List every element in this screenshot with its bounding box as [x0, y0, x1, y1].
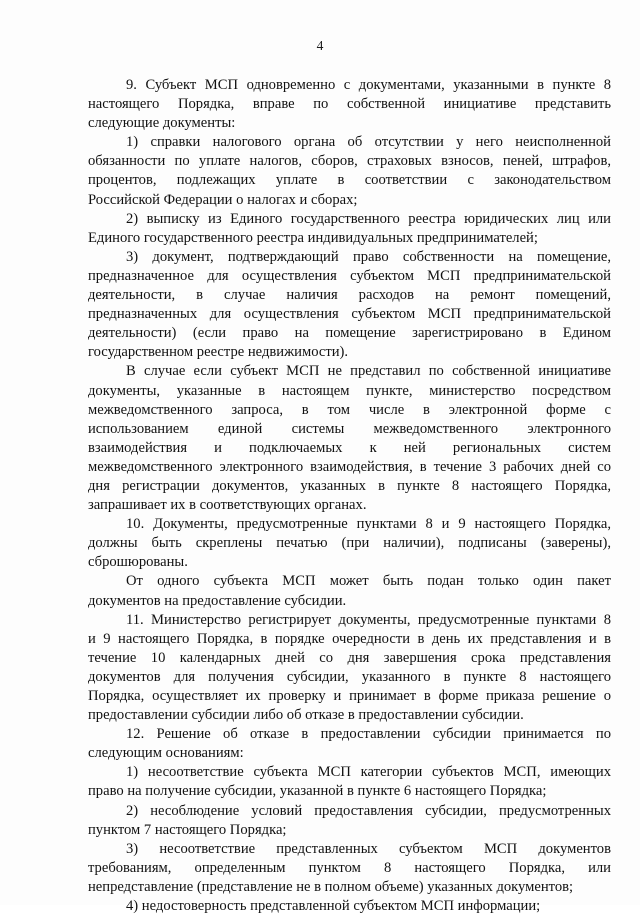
text-line: пунктом 7 настоящего Порядка; [88, 821, 287, 838]
text-line: 10. Документы, предусмотренные пунктами 8 и 9 настоящего Порядка, [126, 516, 611, 533]
text-line: 1) несоответствие субъекта МСП категории субъектов МСП, имеющих [126, 764, 611, 781]
text-line: документов для получения субсидии, указанного в пункте 8 настоящего [88, 668, 611, 685]
text-line: процентов, подлежащих уплате в соответствии с законодательством [88, 172, 611, 189]
text-line: 12. Решение об отказе в предоставлении субсидии принимается по [126, 726, 611, 743]
text-line: требованиям, определенным пунктом 8 настоящего Порядка, или [88, 859, 611, 876]
text-line: следующим основаниям: [88, 745, 244, 762]
text-line: течение 10 календарных дней со дня завершения срока представления [88, 649, 611, 666]
text-line: документов на предоставление субсидии. [88, 592, 347, 609]
text-line: 2) несоблюдение условий предоставления субсидии, предусмотренных [126, 802, 611, 819]
text-line: должны быть скреплены печатью (при наличии), подписаны (заверены), [88, 535, 611, 552]
text-line: деятельности, в случае наличия расходов на ремонт помещений, [88, 287, 611, 304]
text-line: непредставление (представление не в полном объеме) указанных документов; [88, 878, 574, 895]
text-line: документы, указанные в настоящем пункте, министерство посредством [88, 382, 611, 399]
text-line: предназначенное для осуществления субъектом МСП предпринимательской [88, 267, 611, 284]
text-line: использованием единой системы межведомственного электронного [88, 420, 611, 437]
text-line: запрашивает их в соответствующих органах. [88, 497, 367, 514]
text-line: взаимодействия и подключаемых к ней региональных систем [88, 439, 611, 456]
text-line: От одного субъекта МСП может быть подан только один пакет [126, 573, 611, 590]
text-line: и 9 настоящего Порядка, в порядке очередности в день их представления и в [88, 630, 611, 647]
text-line: следующие документы: [88, 115, 236, 132]
page-number: 4 [316, 38, 324, 53]
text-line: 2) выписку из Единого государственного реестра юридических лиц или [126, 210, 611, 227]
text-line: 9. Субъект МСП одновременно с документами, указанными в пункте 8 [126, 77, 611, 93]
text-line: предоставлении субсидии либо об отказе в предоставлении субсидии. [88, 707, 524, 724]
text-line: межведомственного запроса, в том числе в электронной форме с [88, 401, 611, 418]
document-body [88, 76, 611, 916]
text-line: право на получение субсидии, указанной в пункте 6 настоящего Порядка; [88, 783, 547, 800]
text-line: Порядка, осуществляет их проверку и принимает в форме приказа решение о [88, 688, 611, 704]
text-line: деятельности) (если право на помещение зарегистрировано в Едином [88, 325, 611, 342]
text-line: предназначенных для осуществления субъектом МСП предпринимательской [88, 306, 611, 323]
text-line: межведомственного электронного взаимодействия, в течение 3 рабочих дней со [88, 458, 611, 475]
text-line: Российской Федерации о налогах и сборах; [88, 191, 358, 208]
text-line: В случае если субъект МСП не представил по собственной инициативе [126, 363, 611, 380]
text-line: 11. Министерство регистрирует документы, предусмотренные пунктами 8 [126, 611, 611, 628]
text-line: 1) справки налогового органа об отсутствии у него неисполненной [126, 134, 611, 151]
text-line: 4) недостоверность представленной субъектом МСП информации; [126, 898, 541, 915]
text-line: Единого государственного реестра индивидуальных предпринимателей; [88, 229, 538, 246]
text-line: настоящего Порядка, вправе по собственной инициативе представить [88, 96, 611, 113]
text-line: обязанности по уплате налогов, сборов, страховых взносов, пеней, штрафов, [88, 153, 611, 170]
text-line: сброшюрованы. [88, 554, 188, 571]
text-line: 3) несоответствие представленных субъектом МСП документов [126, 840, 611, 857]
text-line: дня регистрации документов, указанных в пункте 8 настоящего Порядка, [88, 477, 611, 494]
text-line: 3) документ, подтверждающий право собственности на помещение, [126, 248, 611, 265]
text-line: государственном реестре недвижимости). [88, 344, 349, 361]
